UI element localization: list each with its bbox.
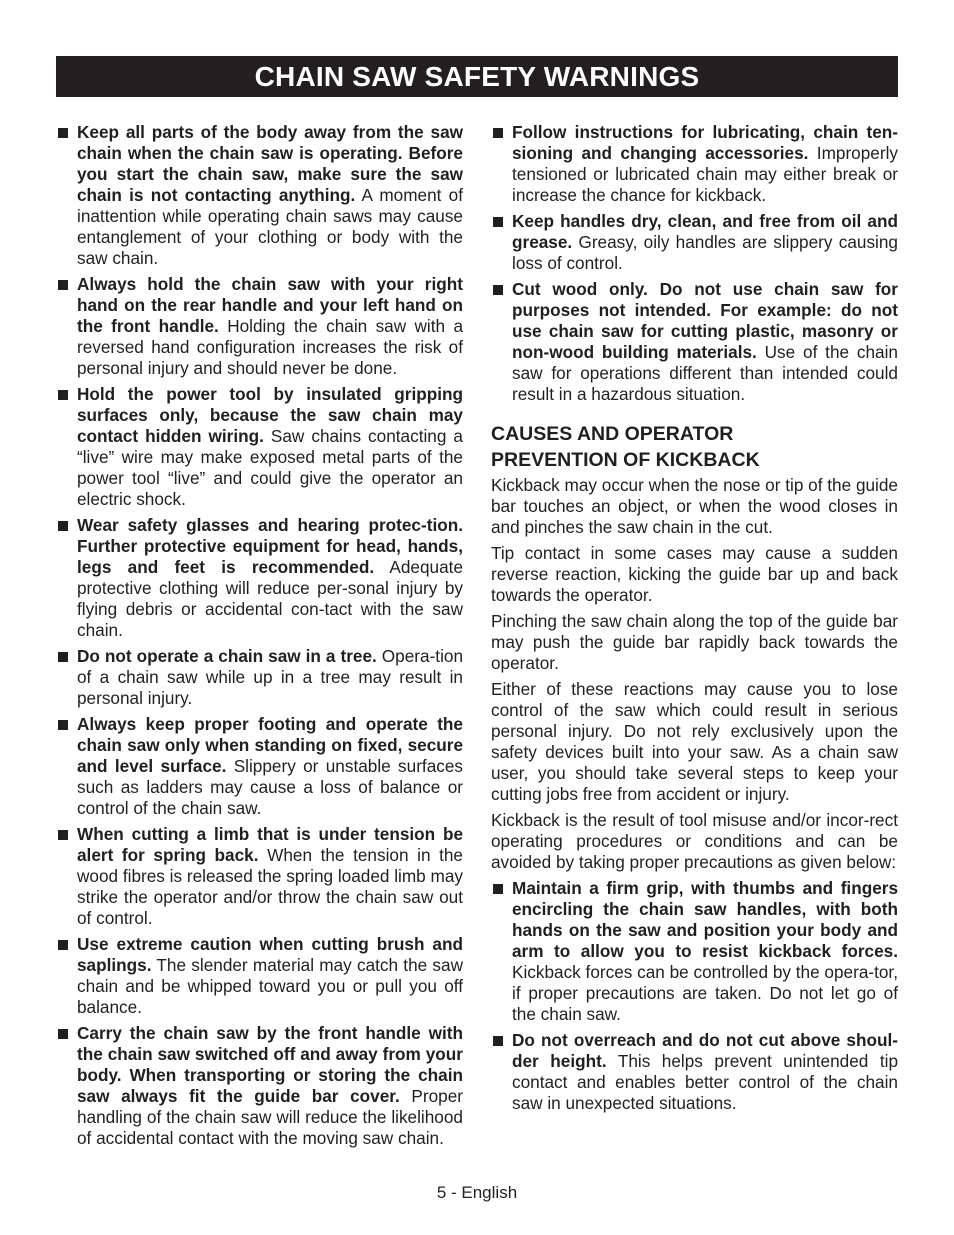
warning-text: Greasy, oily handles are slippery causing loss of control. bbox=[512, 232, 898, 273]
section-heading-line: PREVENTION OF KICKBACK bbox=[491, 449, 760, 471]
warning-item bbox=[491, 279, 898, 405]
square-bullet-icon bbox=[58, 390, 68, 400]
warning-text: Improperly tensioned or lubricated chain may either break or increase the chance for kickback. bbox=[512, 143, 898, 205]
warning-bold: Keep all parts of the body away from the saw chain when the chain saw is operating. Before you start the chain saw, make sure the saw chain is not contacting anything. bbox=[77, 122, 463, 205]
body-paragraph: Kickback may occur when the nose or tip of the guide bar touches an object, or when the wood closes in and pinches the saw chain in the cut. bbox=[491, 475, 898, 537]
square-bullet-icon bbox=[58, 830, 68, 840]
warning-text: The slender material may catch the saw chain and be whipped toward you or pull you off balance. bbox=[77, 955, 463, 1017]
warning-bold: Wear safety glasses and hearing protec-tion. Further protective equipment for head, hands, legs and feet is recommended. bbox=[77, 515, 463, 577]
square-bullet-icon bbox=[58, 128, 68, 138]
warning-text: Adequate protective clothing will reduce per-sonal injury by flying debris or accidental con-tact with the saw chain. bbox=[77, 557, 463, 640]
warning-text: When the tension in the wood fibres is released the spring loaded limb may strike the operator and/or throw the chain saw out of control. bbox=[77, 845, 463, 928]
square-bullet-icon bbox=[58, 720, 68, 730]
warning-text: Slippery or unstable surfaces such as ladders may cause a loss of balance or control of the chain saw. bbox=[77, 756, 464, 818]
section-heading-line: CAUSES AND OPERATOR bbox=[491, 423, 734, 445]
square-bullet-icon bbox=[58, 940, 68, 950]
warning-bold: Do not overreach and do not cut above shoul-der height. bbox=[512, 1030, 898, 1071]
warning-item bbox=[491, 122, 898, 206]
warning-item bbox=[56, 384, 463, 510]
warning-text: Kickback forces can be controlled by the opera-tor, if proper precautions are taken. Do not let go of the chain saw. bbox=[512, 962, 898, 1024]
warning-item bbox=[56, 274, 463, 379]
warning-text: Holding the chain saw with a reversed hand configuration increases the risk of personal injury and should never be done. bbox=[77, 316, 463, 378]
warning-text: This helps prevent unintended tip contact and enables better control of the chain saw in unexpected situations. bbox=[512, 1051, 899, 1113]
warning-bold: Maintain a firm grip, with thumbs and fingers encircling the chain saw handles, with both hands on the saw and position your body and arm to allow you to resist kickback forces. bbox=[512, 878, 898, 961]
warning-text: Saw chains contacting a “live” wire may make exposed metal parts of the power tool “live” and could give the operator an electric shock. bbox=[77, 426, 463, 509]
body-paragraph: Tip contact in some cases may cause a sudden reverse reaction, kicking the guide bar up and back towards the operator. bbox=[491, 543, 898, 605]
square-bullet-icon bbox=[58, 652, 68, 662]
warning-item bbox=[491, 1030, 898, 1114]
warning-bold: Follow instructions for lubricating, chain ten-sioning and changing accessories. bbox=[512, 122, 898, 163]
warning-item bbox=[56, 714, 463, 819]
warning-bold: Cut wood only. Do not use chain saw for purposes not intended. For example: do not use chain saw for cutting plastic, masonry or non-wood building materials. bbox=[512, 279, 898, 362]
right-column bbox=[491, 122, 898, 1119]
warning-bold: Carry the chain saw by the front handle with the chain saw switched off and away from your body. When transporting or storing the chain saw always fit the guide bar cover. bbox=[77, 1023, 463, 1106]
square-bullet-icon bbox=[58, 521, 68, 531]
warning-bold: When cutting a limb that is under tension be alert for spring back. bbox=[77, 824, 463, 865]
warning-item bbox=[491, 211, 898, 274]
square-bullet-icon bbox=[493, 1036, 503, 1046]
body-paragraph: Either of these reactions may cause you to lose control of the saw which could result in serious personal injury. Do not rely exclusively upon the safety devices built into your saw. As a chain saw user, you should take several steps to keep your cutting jobs free from accident or injury. bbox=[491, 679, 898, 804]
warning-text: Opera-tion of a chain saw while up in a tree may result in personal injury. bbox=[77, 646, 464, 708]
square-bullet-icon bbox=[493, 285, 503, 295]
warning-text: Proper handling of the chain saw will reduce the likelihood of accidental contact with the moving saw chain. bbox=[77, 1086, 463, 1148]
warning-item bbox=[491, 878, 898, 1025]
warning-item bbox=[56, 515, 463, 641]
page-footer bbox=[0, 1183, 954, 1203]
warning-item bbox=[56, 646, 463, 709]
page-title-banner bbox=[56, 56, 898, 97]
warning-text: A moment of inattention while operating chain saws may cause entanglement of your clothing or body with the saw chain. bbox=[77, 185, 464, 268]
square-bullet-icon bbox=[58, 1029, 68, 1039]
warning-text: Use of the chain saw for operations different than intended could result in a hazardous situation. bbox=[512, 342, 898, 404]
warning-item bbox=[56, 1023, 463, 1149]
body-paragraph: Kickback is the result of tool misuse and/or incor-rect operating procedures or conditions and can be avoided by taking proper precautions as given below: bbox=[491, 810, 898, 872]
section-heading bbox=[491, 421, 898, 473]
page-title: CHAIN SAW SAFETY WARNINGS bbox=[254, 60, 700, 92]
warning-bold: Do not operate a chain saw in a tree. bbox=[77, 646, 377, 666]
square-bullet-icon bbox=[493, 128, 503, 138]
warning-bold: Always keep proper footing and operate the chain saw only when standing on fixed, secure and level surface. bbox=[77, 714, 463, 776]
warning-bold: Use extreme caution when cutting brush and saplings. bbox=[77, 934, 463, 975]
body-paragraph: Pinching the saw chain along the top of the guide bar may push the guide bar rapidly back towards the operator. bbox=[491, 611, 898, 673]
page-number: 5 - English bbox=[436, 1183, 518, 1202]
warning-bold: Hold the power tool by insulated gripping surfaces only, because the saw chain may contact hidden wiring. bbox=[77, 384, 463, 446]
square-bullet-icon bbox=[58, 280, 68, 290]
warning-item bbox=[56, 122, 463, 269]
square-bullet-icon bbox=[493, 884, 503, 894]
square-bullet-icon bbox=[493, 217, 503, 227]
warning-bold: Always hold the chain saw with your right hand on the rear handle and your left hand on the front handle. bbox=[77, 274, 463, 336]
warning-item bbox=[56, 824, 463, 929]
warning-bold: Keep handles dry, clean, and free from oil and grease. bbox=[512, 211, 898, 252]
left-column bbox=[56, 122, 463, 1154]
warning-item bbox=[56, 934, 463, 1018]
